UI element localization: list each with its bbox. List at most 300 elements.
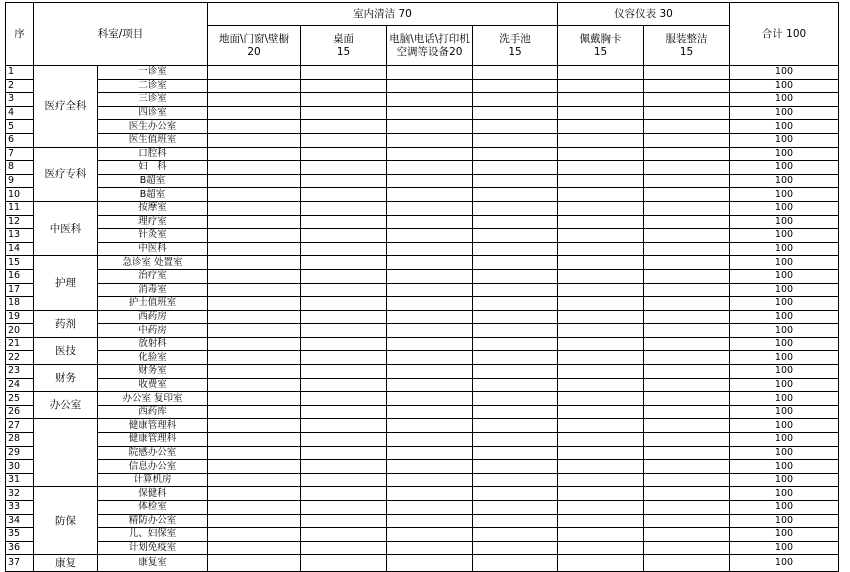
row-number: 3 [6,93,34,107]
score-cell[interactable] [301,365,387,379]
score-cell[interactable] [473,419,558,433]
score-cell[interactable] [208,473,301,487]
score-cell[interactable] [208,269,301,283]
score-cell[interactable] [301,555,387,572]
department-group [34,419,98,487]
score-cell[interactable] [301,256,387,270]
score-cell[interactable] [644,460,730,474]
score-cell[interactable] [644,337,730,351]
score-cell[interactable] [387,460,473,474]
score-cell[interactable] [473,106,558,120]
score-cell[interactable] [558,133,644,147]
score-cell[interactable] [387,147,473,161]
score-cell[interactable] [644,297,730,311]
score-cell[interactable] [558,337,644,351]
score-cell[interactable] [644,229,730,243]
score-cell[interactable] [208,215,301,229]
score-cell[interactable] [301,215,387,229]
score-cell[interactable] [473,201,558,215]
score-cell[interactable] [644,541,730,555]
score-cell[interactable] [208,337,301,351]
score-cell[interactable] [208,161,301,175]
score-cell[interactable] [473,297,558,311]
score-cell[interactable] [301,297,387,311]
col-sink-label: 洗手池 [499,32,531,45]
col-floor-score: 20 [247,45,261,58]
room-name: 办公室 复印室 [98,392,208,406]
department-group: 办公室 [34,392,98,419]
score-cell[interactable] [473,351,558,365]
table-row [6,174,839,188]
table-row [6,229,839,243]
score-cell[interactable] [208,433,301,447]
score-cell[interactable] [387,106,473,120]
score-cell[interactable] [208,201,301,215]
score-cell[interactable] [208,392,301,406]
table-row [6,188,839,202]
score-cell[interactable] [387,555,473,572]
score-cell[interactable] [644,351,730,365]
score-cell[interactable] [473,365,558,379]
table-row [6,473,839,487]
row-number: 35 [6,528,34,542]
score-cell[interactable] [387,473,473,487]
row-number: 31 [6,473,34,487]
score-cell[interactable] [208,419,301,433]
score-cell[interactable] [473,93,558,107]
score-cell[interactable] [558,365,644,379]
row-total: 100 [730,256,839,270]
score-cell[interactable] [208,147,301,161]
score-cell[interactable] [301,528,387,542]
score-cell[interactable] [644,310,730,324]
room-name: 健康管理科 [98,419,208,433]
score-cell[interactable] [473,161,558,175]
room-name: 西药房 [98,310,208,324]
table-body [6,66,839,572]
score-cell[interactable] [644,487,730,501]
score-cell[interactable] [473,242,558,256]
score-cell[interactable] [208,242,301,256]
score-cell[interactable] [301,405,387,419]
header-col-desk [301,26,387,66]
score-cell[interactable] [301,201,387,215]
score-cell[interactable] [301,269,387,283]
score-cell[interactable] [301,310,387,324]
score-cell[interactable] [208,446,301,460]
table-row [6,446,839,460]
score-cell[interactable] [208,487,301,501]
row-total: 100 [730,555,839,572]
score-cell[interactable] [301,188,387,202]
score-cell[interactable] [473,120,558,134]
score-cell[interactable] [208,256,301,270]
score-cell[interactable] [473,405,558,419]
score-cell[interactable] [644,79,730,93]
score-cell[interactable] [558,283,644,297]
score-cell[interactable] [644,378,730,392]
score-cell[interactable] [387,487,473,501]
score-cell[interactable] [301,324,387,338]
row-total: 100 [730,106,839,120]
score-cell[interactable] [387,392,473,406]
score-cell[interactable] [558,460,644,474]
department-group: 防保 [34,487,98,555]
score-cell[interactable] [558,269,644,283]
score-cell[interactable] [473,501,558,515]
table-row [6,256,839,270]
score-cell[interactable] [301,351,387,365]
room-name: 三诊室 [98,93,208,107]
score-cell[interactable] [387,66,473,80]
score-cell[interactable] [558,446,644,460]
row-number: 17 [6,283,34,297]
score-cell[interactable] [208,501,301,515]
score-cell[interactable] [558,106,644,120]
table-row [6,433,839,447]
score-cell[interactable] [644,174,730,188]
score-cell[interactable] [387,528,473,542]
score-cell[interactable] [473,446,558,460]
score-cell[interactable] [644,147,730,161]
score-cell[interactable] [208,106,301,120]
score-cell[interactable] [473,324,558,338]
score-cell[interactable] [208,297,301,311]
table-row [6,555,839,572]
score-cell[interactable] [473,256,558,270]
score-cell[interactable] [473,269,558,283]
score-cell[interactable] [208,133,301,147]
score-cell[interactable] [558,174,644,188]
score-cell[interactable] [644,283,730,297]
score-cell[interactable] [387,501,473,515]
score-cell[interactable] [301,541,387,555]
header-col-floor [208,26,301,66]
score-cell[interactable] [558,501,644,515]
score-cell[interactable] [301,79,387,93]
score-cell[interactable] [208,324,301,338]
score-cell[interactable] [644,365,730,379]
score-cell[interactable] [644,93,730,107]
score-cell[interactable] [208,188,301,202]
score-cell[interactable] [301,106,387,120]
score-cell[interactable] [473,487,558,501]
score-cell[interactable] [208,79,301,93]
room-name: 儿、妇保室 [98,528,208,542]
score-cell[interactable] [208,283,301,297]
score-cell[interactable] [473,133,558,147]
score-cell[interactable] [301,161,387,175]
score-cell[interactable] [387,93,473,107]
score-cell[interactable] [301,460,387,474]
score-cell[interactable] [558,310,644,324]
score-cell[interactable] [473,392,558,406]
score-cell[interactable] [387,174,473,188]
score-cell[interactable] [558,351,644,365]
score-cell[interactable] [473,473,558,487]
score-cell[interactable] [301,487,387,501]
score-cell[interactable] [644,528,730,542]
score-cell[interactable] [644,269,730,283]
score-cell[interactable] [473,337,558,351]
score-cell[interactable] [644,66,730,80]
room-name: 化验室 [98,351,208,365]
score-cell[interactable] [208,541,301,555]
score-cell[interactable] [558,528,644,542]
score-cell[interactable] [473,310,558,324]
score-cell[interactable] [644,161,730,175]
score-cell[interactable] [473,66,558,80]
score-cell[interactable] [301,337,387,351]
score-cell[interactable] [387,378,473,392]
score-cell[interactable] [473,229,558,243]
row-total: 100 [730,66,839,80]
room-name: 二诊室 [98,79,208,93]
header-col-clothing [644,26,730,66]
score-cell[interactable] [644,106,730,120]
score-cell[interactable] [473,528,558,542]
score-cell[interactable] [558,79,644,93]
score-cell[interactable] [644,324,730,338]
room-name: 口腔科 [98,147,208,161]
score-cell[interactable] [387,161,473,175]
score-cell[interactable] [558,473,644,487]
score-cell[interactable] [301,174,387,188]
row-total: 100 [730,93,839,107]
score-cell[interactable] [387,201,473,215]
table-row [6,283,839,297]
col-badge-score: 15 [593,45,608,58]
room-name: 健康管理科 [98,433,208,447]
score-cell[interactable] [473,460,558,474]
row-number: 16 [6,269,34,283]
score-cell[interactable] [558,297,644,311]
score-cell[interactable] [558,66,644,80]
score-cell[interactable] [387,120,473,134]
score-cell[interactable] [558,514,644,528]
table-row [6,215,839,229]
table-row [6,161,839,175]
score-cell[interactable] [301,229,387,243]
score-cell[interactable] [208,378,301,392]
row-number: 23 [6,365,34,379]
table-row [6,351,839,365]
table-row [6,501,839,515]
score-cell[interactable] [473,433,558,447]
score-cell[interactable] [558,188,644,202]
score-cell[interactable] [473,147,558,161]
score-cell[interactable] [208,229,301,243]
table-row [6,79,839,93]
score-cell[interactable] [644,242,730,256]
score-cell[interactable] [301,419,387,433]
score-cell[interactable] [387,405,473,419]
score-cell[interactable] [473,555,558,572]
score-cell[interactable] [558,201,644,215]
score-cell[interactable] [387,324,473,338]
score-cell[interactable] [208,93,301,107]
score-cell[interactable] [301,133,387,147]
score-cell[interactable] [301,242,387,256]
score-cell[interactable] [387,269,473,283]
score-cell[interactable] [387,283,473,297]
row-total: 100 [730,297,839,311]
score-cell[interactable] [644,256,730,270]
score-cell[interactable] [387,433,473,447]
header-total: 合计 100 [730,3,839,66]
department-group: 医疗专科 [34,147,98,201]
row-total: 100 [730,147,839,161]
room-name: 针灸室 [98,229,208,243]
score-cell[interactable] [558,215,644,229]
score-cell[interactable] [301,120,387,134]
score-cell[interactable] [208,120,301,134]
row-total: 100 [730,229,839,243]
score-cell[interactable] [387,229,473,243]
table-row [6,419,839,433]
score-cell[interactable] [558,256,644,270]
score-cell[interactable] [558,378,644,392]
row-total: 100 [730,120,839,134]
score-cell[interactable] [208,310,301,324]
score-cell[interactable] [301,147,387,161]
score-cell[interactable] [387,541,473,555]
score-cell[interactable] [208,528,301,542]
score-cell[interactable] [301,93,387,107]
room-name: 信息办公室 [98,460,208,474]
score-cell[interactable] [644,201,730,215]
score-cell[interactable] [558,93,644,107]
row-number: 22 [6,351,34,365]
score-cell[interactable] [644,188,730,202]
score-cell[interactable] [301,378,387,392]
score-cell[interactable] [301,501,387,515]
score-cell[interactable] [301,392,387,406]
score-cell[interactable] [473,283,558,297]
row-number: 21 [6,337,34,351]
row-number: 12 [6,215,34,229]
score-cell[interactable] [387,419,473,433]
table-row [6,66,839,80]
row-number: 18 [6,297,34,311]
table-row [6,147,839,161]
row-number: 7 [6,147,34,161]
score-cell[interactable] [644,405,730,419]
score-cell[interactable] [473,378,558,392]
score-cell[interactable] [473,79,558,93]
score-cell[interactable] [644,514,730,528]
score-cell[interactable] [387,351,473,365]
score-cell[interactable] [387,297,473,311]
score-cell[interactable] [644,120,730,134]
score-cell[interactable] [644,501,730,515]
room-name: 精防办公室 [98,514,208,528]
score-cell[interactable] [301,283,387,297]
score-cell[interactable] [208,555,301,572]
row-total: 100 [730,283,839,297]
row-number: 32 [6,487,34,501]
score-cell[interactable] [558,120,644,134]
room-name: 四诊室 [98,106,208,120]
score-cell[interactable] [558,433,644,447]
score-cell[interactable] [558,147,644,161]
score-cell[interactable] [387,514,473,528]
score-cell[interactable] [644,133,730,147]
score-cell[interactable] [473,174,558,188]
score-cell[interactable] [301,514,387,528]
score-cell[interactable] [558,555,644,572]
score-cell[interactable] [558,487,644,501]
score-cell[interactable] [208,405,301,419]
score-cell[interactable] [558,541,644,555]
score-cell[interactable] [301,433,387,447]
score-cell[interactable] [558,229,644,243]
score-cell[interactable] [558,419,644,433]
row-number: 5 [6,120,34,134]
score-cell[interactable] [208,460,301,474]
score-cell[interactable] [208,351,301,365]
score-cell[interactable] [644,392,730,406]
score-cell[interactable] [387,446,473,460]
score-cell[interactable] [473,514,558,528]
department-group: 医技 [34,337,98,364]
row-total: 100 [730,514,839,528]
header-dept-item: 科室/项目 [34,3,208,66]
score-cell[interactable] [387,310,473,324]
score-cell[interactable] [473,215,558,229]
row-total: 100 [730,501,839,515]
score-cell[interactable] [558,242,644,256]
score-cell[interactable] [387,133,473,147]
score-cell[interactable] [644,433,730,447]
score-cell[interactable] [208,66,301,80]
score-cell[interactable] [387,79,473,93]
score-cell[interactable] [644,555,730,572]
row-number: 24 [6,378,34,392]
row-number: 19 [6,310,34,324]
score-cell[interactable] [644,473,730,487]
score-cell[interactable] [387,215,473,229]
score-cell[interactable] [387,337,473,351]
table-row [6,310,839,324]
header-seq: 序 [6,3,34,66]
score-cell[interactable] [558,161,644,175]
score-cell[interactable] [558,392,644,406]
score-cell[interactable] [387,256,473,270]
score-cell[interactable] [208,365,301,379]
score-cell[interactable] [301,473,387,487]
score-cell[interactable] [387,365,473,379]
score-cell[interactable] [473,188,558,202]
score-cell[interactable] [208,514,301,528]
department-group: 康复 [34,555,98,572]
room-name: 理疗室 [98,215,208,229]
row-number: 25 [6,392,34,406]
room-name: B超室 [98,188,208,202]
score-cell[interactable] [644,215,730,229]
score-cell[interactable] [301,66,387,80]
score-cell[interactable] [558,405,644,419]
score-cell[interactable] [208,174,301,188]
score-cell[interactable] [644,419,730,433]
score-cell[interactable] [644,446,730,460]
score-cell[interactable] [558,324,644,338]
score-cell[interactable] [387,188,473,202]
score-cell[interactable] [473,541,558,555]
score-cell[interactable] [301,446,387,460]
table-row [6,269,839,283]
score-cell[interactable] [387,242,473,256]
